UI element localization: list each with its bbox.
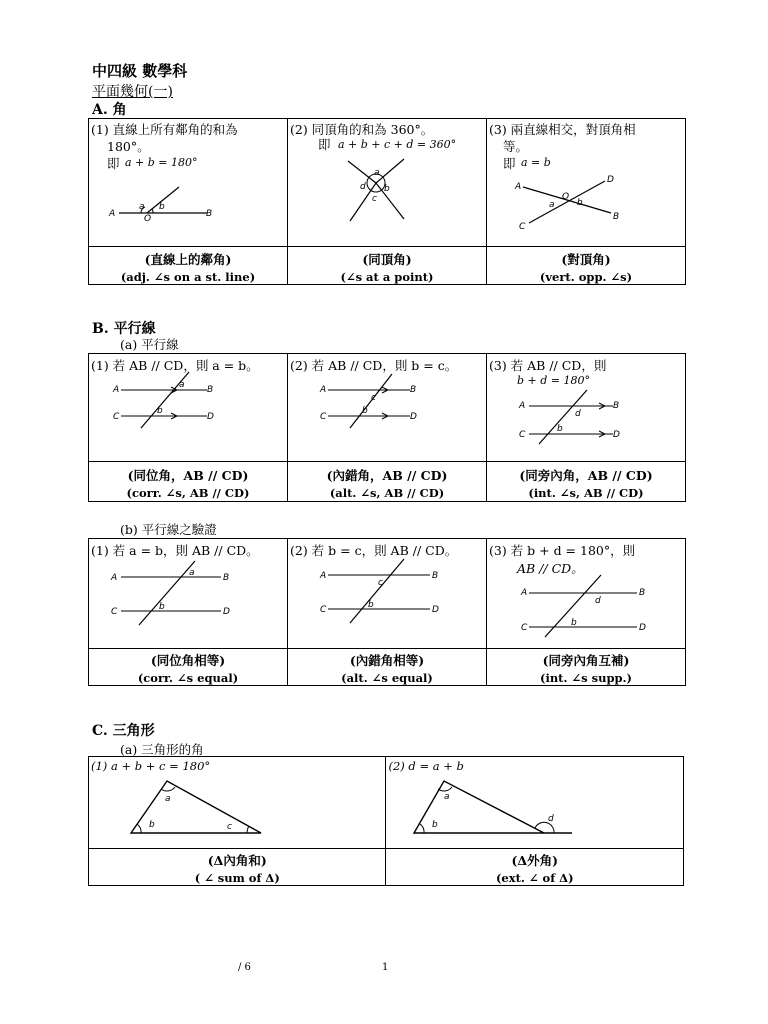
text-line: (2) 若 AB // CD，則 b = c。 <box>290 358 458 373</box>
cell-angles-at-point <box>288 119 487 247</box>
caption-cell <box>288 247 487 285</box>
alt-angles-diagram <box>288 354 486 462</box>
cell-exterior-angle <box>386 757 684 849</box>
cell-int-angles <box>487 354 686 462</box>
point-label: C <box>521 623 528 633</box>
text-line: (1) 若 a = b，則 AB // CD。 <box>91 543 259 558</box>
point-label: D <box>613 430 620 440</box>
equation: a + b = 180° <box>125 156 198 169</box>
caption-en: (int. ∠s supp.) <box>540 671 632 685</box>
caption-en: (adj. ∠s on a st. line) <box>120 270 256 284</box>
caption-zh: (同位角，AB // CD) <box>127 468 249 483</box>
caption-zh: (同旁內角互補) <box>542 653 630 668</box>
cell-corr-angles <box>89 354 288 462</box>
corr-equal-diagram <box>89 539 287 649</box>
equation: b + d = 180° <box>517 374 590 387</box>
int-angles-diagram <box>487 354 685 462</box>
text-line: (2) 同頂角的和為 360°。 <box>290 122 434 137</box>
cell-int-supp <box>487 539 686 649</box>
text-line: (1) 直線上所有鄰角的和為 <box>91 122 238 137</box>
caption-en: (∠s at a point) <box>340 270 434 284</box>
point-label: D <box>432 605 439 615</box>
document-subtitle: 平面幾何(一) <box>92 84 173 100</box>
angle-label: a <box>189 568 195 578</box>
point-label: B <box>410 385 417 395</box>
point-label: B <box>223 573 230 583</box>
page-total: / 6 <box>238 962 251 973</box>
cell-adj-angles <box>89 119 288 247</box>
caption-zh: (同旁內角，AB // CD) <box>519 468 653 483</box>
point-label: C <box>320 412 327 422</box>
caption-cell <box>386 849 684 886</box>
caption-zh: (對頂角) <box>561 252 611 267</box>
angle-label: a <box>374 168 380 178</box>
section-c-heading: C. 三角形 <box>92 723 155 739</box>
point-label: D <box>410 412 417 422</box>
point-label: C <box>519 430 526 440</box>
angle-label: d <box>548 814 555 824</box>
point-label: C <box>113 412 120 422</box>
angle-label: a <box>549 200 555 210</box>
caption-zh: (同位角相等) <box>150 653 226 668</box>
caption-zh: (直線上的鄰角) <box>144 252 232 267</box>
point-label: A <box>111 573 118 583</box>
equation: (2) d = a + b <box>388 759 464 773</box>
cell-alt-angles <box>288 354 487 462</box>
caption-cell <box>89 849 386 886</box>
text-line: (2) 若 b = c，則 AB // CD。 <box>290 543 458 558</box>
angle-label: a <box>179 380 185 390</box>
page-number: 1 <box>382 962 389 973</box>
angle-label: b <box>159 602 165 612</box>
equation: AB // CD。 <box>517 561 584 576</box>
angle-label: b <box>577 198 583 208</box>
point-label: A <box>519 401 526 411</box>
point-label: A <box>521 588 528 598</box>
angle-label: b <box>159 202 165 212</box>
caption-en: (ext. ∠ of Δ) <box>495 871 574 885</box>
caption-en: (alt. ∠s equal) <box>341 671 433 685</box>
caption-cell <box>288 649 487 686</box>
equation: a + b + c + d = 360° <box>338 138 457 151</box>
alt-equal-diagram <box>288 539 486 649</box>
corr-angles-diagram <box>89 354 287 462</box>
angle-label: b <box>432 820 439 830</box>
angle-label: d <box>360 182 366 192</box>
cell-corr-equal <box>89 539 288 649</box>
equation: (1) a + b + c = 180° <box>91 759 211 773</box>
cell-angle-sum <box>89 757 386 849</box>
point-label: C <box>519 222 526 232</box>
angle-label: a <box>165 794 171 804</box>
caption-cell <box>288 462 487 502</box>
point-label: D <box>607 175 614 185</box>
point-label: O <box>144 214 152 224</box>
section-b-a-label: (a) 平行線 <box>120 337 179 352</box>
cell-alt-equal <box>288 539 487 649</box>
int-supp-diagram <box>487 539 685 649</box>
point-label: B <box>639 588 646 598</box>
angle-label: c <box>227 822 232 832</box>
caption-en: (corr. ∠s equal) <box>137 671 239 685</box>
section-c-table <box>88 756 684 886</box>
section-b-b-label: (b) 平行線之驗證 <box>120 522 217 537</box>
point-label: C <box>111 607 118 617</box>
point-label: O <box>562 192 570 202</box>
text-line: 即 <box>318 137 331 152</box>
angle-label: b <box>384 184 390 194</box>
caption-zh: (內錯角，AB // CD) <box>326 468 448 483</box>
point-label: B <box>613 401 620 411</box>
section-b-a-table <box>88 353 686 502</box>
section-c-a-label: (a) 三角形的角 <box>120 742 204 757</box>
angle-label: c <box>372 194 377 204</box>
point-label: A <box>109 209 116 219</box>
point-label: B <box>432 571 439 581</box>
equation: a = b <box>521 156 551 169</box>
text-line: 即 <box>107 156 120 171</box>
angle-label: b <box>571 618 577 628</box>
caption-zh: (Δ外角) <box>511 853 558 868</box>
caption-cell <box>89 649 288 686</box>
text-line: 180°。 <box>107 139 150 154</box>
point-label: A <box>113 385 120 395</box>
caption-cell <box>89 247 288 285</box>
caption-en: (alt. ∠s, AB // CD) <box>329 486 445 500</box>
point-label: B <box>207 385 214 395</box>
angle-label: b <box>368 600 374 610</box>
angle-sum-triangle-diagram <box>89 757 386 849</box>
point-label: B <box>206 209 213 219</box>
angle-label: b <box>362 406 368 416</box>
section-a-heading: A. 角 <box>92 102 127 118</box>
text-line: 即 <box>503 156 516 171</box>
vert-opp-diagram <box>487 119 685 247</box>
caption-en: (corr. ∠s, AB // CD) <box>126 486 250 500</box>
angle-label: b <box>157 406 163 416</box>
caption-cell <box>487 247 686 285</box>
angle-label: d <box>595 596 601 606</box>
exterior-angle-triangle-diagram <box>386 757 683 849</box>
point-label: A <box>320 571 327 581</box>
cell-vert-opp <box>487 119 686 247</box>
angle-label: c <box>378 578 383 588</box>
caption-en: (vert. opp. ∠s) <box>539 270 633 284</box>
caption-en: ( ∠ sum of Δ) <box>194 871 280 885</box>
angle-label: d <box>575 409 581 419</box>
caption-zh: (內錯角相等) <box>349 653 425 668</box>
angle-label: b <box>557 424 563 434</box>
caption-en: (int. ∠s, AB // CD) <box>528 486 644 500</box>
text-line: (3) 若 b + d = 180°，則 <box>489 543 636 558</box>
angles-at-point-diagram <box>288 119 486 247</box>
text-line: (3) 兩直線相交，對頂角相 <box>489 122 636 137</box>
point-label: A <box>320 385 327 395</box>
angle-label: a <box>139 202 145 212</box>
point-label: B <box>613 212 620 222</box>
point-label: A <box>515 182 522 192</box>
caption-zh: (同頂角) <box>362 252 412 267</box>
caption-cell <box>487 462 686 502</box>
section-b-heading: B. 平行線 <box>92 321 156 337</box>
text-line: 等。 <box>503 139 529 154</box>
text-line: (3) 若 AB // CD，則 <box>489 358 607 373</box>
caption-zh: (Δ內角和) <box>207 853 267 868</box>
angle-label: c <box>371 393 376 403</box>
point-label: D <box>223 607 230 617</box>
text-line: (1) 若 AB // CD，則 a = b。 <box>91 358 259 373</box>
section-a-table <box>88 118 686 285</box>
caption-cell <box>89 462 288 502</box>
angle-label: a <box>444 792 450 802</box>
caption-cell <box>487 649 686 686</box>
section-b-b-table <box>88 538 686 686</box>
adj-angles-diagram <box>89 119 287 247</box>
point-label: D <box>639 623 646 633</box>
point-label: C <box>320 605 327 615</box>
point-label: D <box>207 412 214 422</box>
document-title: 中四級 數學科 <box>92 62 188 80</box>
angle-label: b <box>149 820 155 830</box>
